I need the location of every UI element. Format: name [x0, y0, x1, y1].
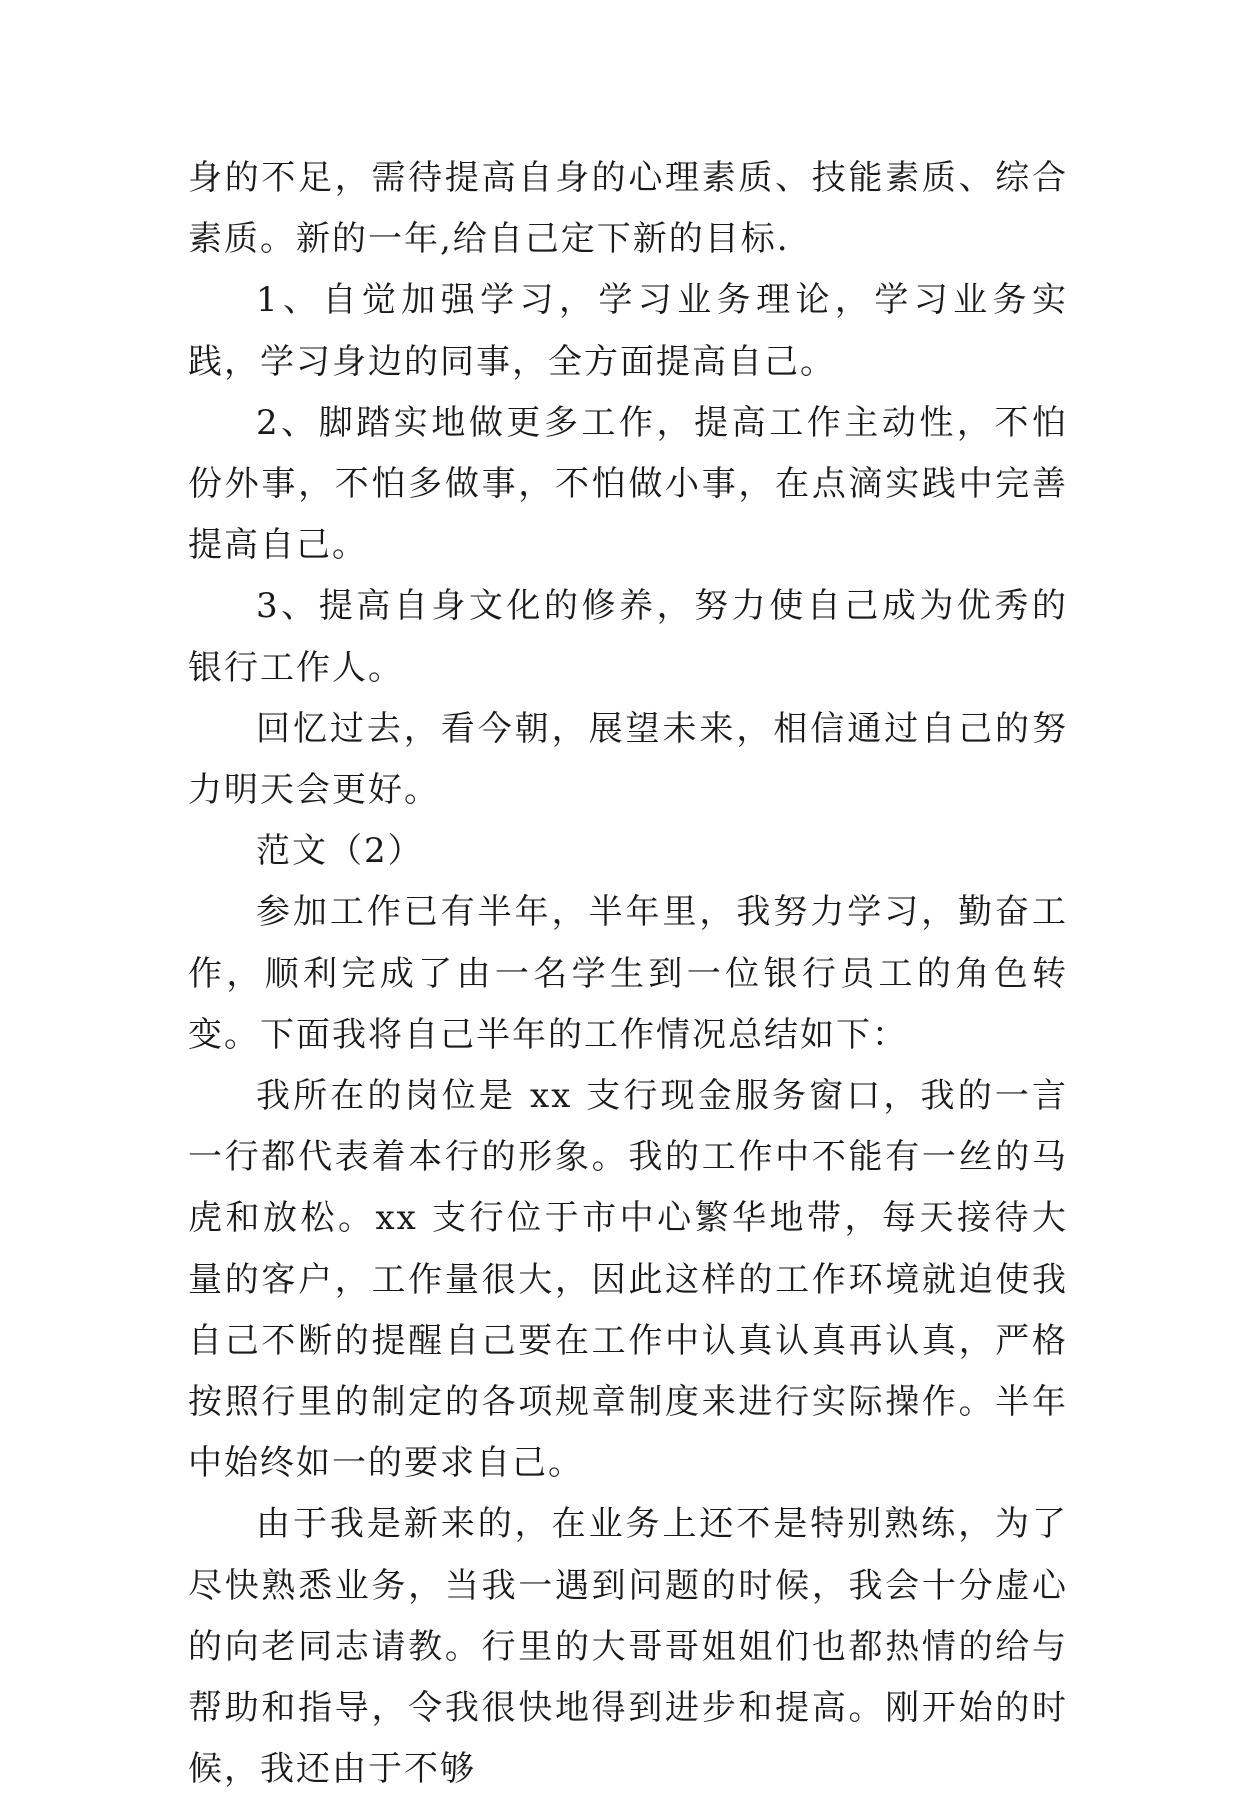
paragraph-5: 回忆过去，看今朝，展望未来，相信通过自己的努力明天会更好。 — [188, 708, 1068, 811]
paragraph-8: 由于我是新来的，在业务上还不是特别熟练，为了尽快熟悉业务，当我一遇到问题的时候，我会十分虚心的向老同志请教。行里的大哥哥姐姐们也都热情的给与帮助和指导，令我很快地得到进步和提高。刚开始的时候，我还由于不够 — [188, 1504, 1068, 1790]
paragraph-1: 身的不足，需待提高自身的心理素质、技能素质、综合素质。新的一年,给自己定下新的目标. — [188, 158, 1068, 260]
paragraph-4: 3、提高自身文化的修养，努力使自己成为优秀的银行工作人。 — [188, 586, 1068, 688]
document-body — [188, 148, 1068, 1800]
section-heading: 范文（2） — [256, 831, 424, 872]
paragraph-7: 我所在的岗位是 xx 支行现金服务窗口，我的一言一行都代表着本行的形象。我的工作中不能有一丝的马虎和放松。xx 支行位于市中心繁华地带，每天接待大量的客户，工作量很大，因此这样的工作环境就迫使我自己不断的提醒自己要在工作中认真认真再认真，严格按照行里的制定的各项规章制度来进行实际操作。半年中始终如一的要求自己。 — [188, 1076, 1068, 1484]
paragraph-6: 参加工作已有半年，半年里，我努力学习，勤奋工作，顺利完成了由一名学生到一位银行员工的角色转变。下面我将自己半年的工作情况总结如下： — [188, 892, 1068, 1055]
paragraph-2: 1、自觉加强学习，学习业务理论，学习业务实践，学习身边的同事，全方面提高自己。 — [188, 280, 1068, 382]
paragraph-3: 2、脚踏实地做更多工作，提高工作主动性，不怕份外事，不怕多做事，不怕做小事，在点滴实践中完善提高自己。 — [188, 402, 1068, 566]
